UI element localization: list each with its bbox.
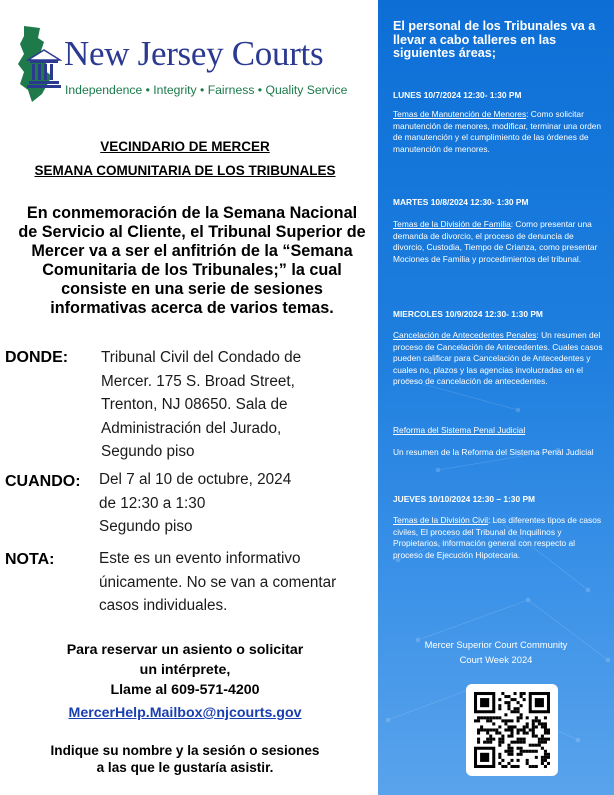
- cuando-label: CUANDO:: [5, 473, 81, 490]
- donde-line: Tribunal Civil del Condado de: [101, 349, 302, 366]
- session-head-wednesday: MIERCOLES 10/9/2024 12:30- 1:30 PM: [393, 309, 543, 319]
- sessions-panel: [378, 0, 614, 795]
- donde-line: Trenton, NJ 08650. Sala de: [101, 396, 288, 413]
- topic-text: Un resumen de la Reforma del Sistema Penal Judicial: [393, 447, 594, 457]
- heading-community-week: SEMANA COMUNITARIA DE LOS TRIBUNALES: [34, 163, 336, 178]
- reserve-line: Para reservar un asiento o solicitar: [66, 642, 304, 658]
- session-topic-wednesday: [393, 330, 606, 388]
- nota-label: NOTA:: [5, 551, 55, 568]
- logo-name: New Jersey Courts: [64, 34, 324, 73]
- nota-line: únicamente. No se van a comentar: [99, 573, 337, 591]
- session-head-monday: LUNES 10/7/2024 12:30- 1:30 PM: [393, 90, 522, 100]
- session-head-thursday: JUEVES 10/10/2024 12:30 – 1:30 PM: [393, 494, 536, 504]
- qr-code[interactable]: [466, 684, 558, 776]
- donde-line: Segundo piso: [101, 443, 195, 460]
- indicate-line: a las que le gustaría asistir.: [96, 760, 274, 775]
- logo-tagline: Independence • Integrity • Fairness • Quality Service: [65, 83, 348, 97]
- email-link[interactable]: MercerHelp.Mailbox@njcourts.gov: [68, 705, 302, 721]
- nota-value: [99, 547, 349, 618]
- topic-title: Cancelación de Antecedentes Penales: [393, 330, 537, 340]
- donde-value: [101, 346, 341, 464]
- session-topic-tuesday: [393, 219, 606, 265]
- session-head-tuesday: MARTES 10/8/2024 12:30- 1:30 PM: [393, 197, 529, 207]
- session-topic-thursday: [393, 515, 606, 561]
- footer-line: Court Week 2024: [459, 654, 533, 665]
- intro-paragraph: En conmemoración de la Semana Nacional de Servicio al Cliente, el Tribunal Superior de Mercer va a ser el anfitrión de la “Semana Comunitaria de los Tribunales;” la cual consiste en una serie de sesiones informativas acerca de varios temas.: [18, 204, 366, 317]
- phone-line: Llame al 609-571-4200: [110, 682, 260, 698]
- session-topic-reform-title: [393, 425, 606, 437]
- donde-line: Mercer. 175 S. Broad Street,: [101, 372, 295, 390]
- session-topic-monday: [393, 109, 606, 155]
- nj-courts-logo-icon: [14, 24, 62, 104]
- heading-neighborhood: VECINDARIO DE MERCER: [100, 139, 270, 154]
- donde-line: Administración del Jurado,: [101, 419, 282, 437]
- reservation-info: [0, 640, 370, 723]
- donde-label: DONDE:: [5, 349, 69, 366]
- cuando-line: de 12:30 a 1:30: [99, 494, 206, 512]
- panel-title: El personal de los Tribunales va a llevar a cabo talleres en las siguientes áreas;: [393, 19, 596, 60]
- qr-code-icon: [474, 692, 550, 768]
- cuando-line: Del 7 al 10 de octubre, 2024: [99, 471, 292, 488]
- nj-courts-logo: [14, 24, 348, 102]
- indicate-line: Indique su nombre y la sesión o sesiones: [50, 743, 320, 758]
- indicate-note: [0, 742, 370, 776]
- cuando-line: Segundo piso: [99, 518, 193, 535]
- cuando-value: [99, 468, 339, 539]
- topic-title: Temas de la División Civil: [393, 515, 488, 525]
- topic-title: Temas de Manutención de Menores: [393, 109, 527, 119]
- topic-title: Temas de la División de Familia: [393, 219, 511, 229]
- footer-line: Mercer Superior Court Community: [424, 639, 568, 650]
- topic-text: : Un resumen del proceso de Cancelación de Antecedentes. Cuales casos pueden calificar para Cancelación de Antecedentes y cuales no, plazos y las agencias involucradas en el proceso de cancelación de antecedentes.: [393, 330, 603, 387]
- nota-line: Este es un evento informativo: [99, 550, 301, 567]
- nota-line: casos individuales.: [99, 597, 228, 614]
- reserve-line: un intérprete,: [139, 662, 231, 678]
- topic-text: : Como presentar una demanda de divorcio, el proceso de denuncia de divorcio, Custodia, Tiempo de Crianza, como presentar Mociones de Familia y procedimientos del tribunal.: [393, 219, 598, 264]
- topic-title: Reforma del Sistema Penal Judicial: [393, 425, 526, 435]
- session-topic-reform-text: [393, 447, 606, 459]
- topic-text: : Los diferentes tipos de casos civiles, El proceso del Tribunal de Inquilinos y Propietarios, información general con respecto al proceso de Ejecución Hipotecaria.: [393, 515, 602, 560]
- panel-footer: [378, 637, 614, 667]
- topic-text: : Como solicitar manutención de menores, modificar, terminar una orden de manutención y el cumplimiento de las órdenes de manutención de menores.: [393, 109, 602, 154]
